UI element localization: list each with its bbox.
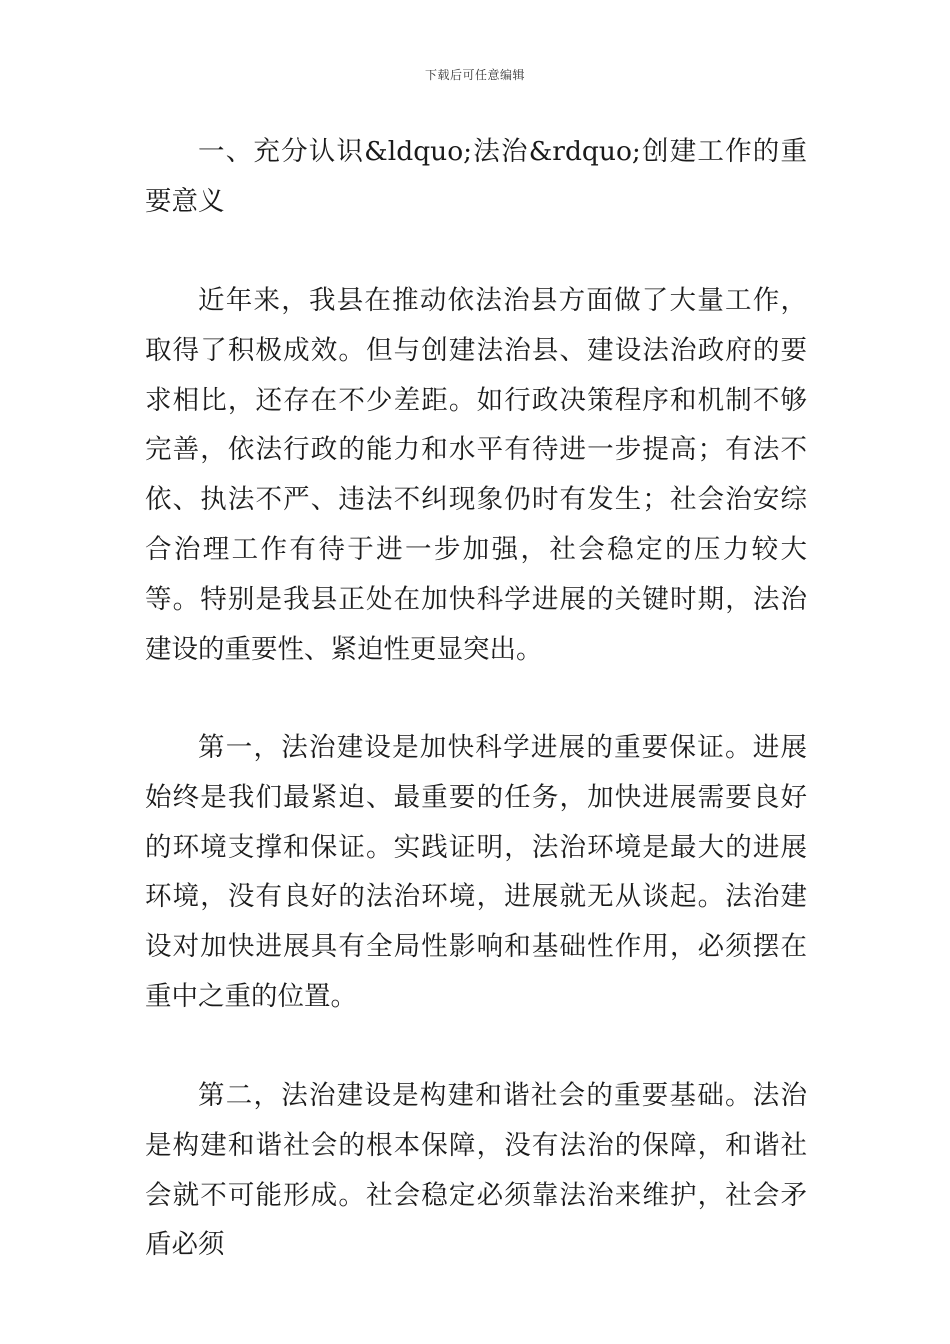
header-note: 下载后可任意编辑: [424, 68, 525, 82]
paragraph-block-3: [145, 1071, 807, 1270]
section-heading-block: [145, 127, 807, 227]
section-heading: 一、充分认识&ldquo;法治&rdquo;创建工作的重要意义: [145, 136, 807, 217]
paragraph-block-1: [145, 276, 807, 674]
paragraph: 第一，法治建设是加快科学进展的重要保证。进展始终是我们最紧迫、最重要的任务，加快进展需要良好的环境支撑和保证。实践证明，法治环境是最大的进展环境，没有良好的法治环境，进展就无从谈起。法治建设对加快进展具有全局性影响和基础性作用，必须摆在重中之重的位置。: [145, 732, 807, 1012]
paragraph-block-2: [145, 723, 807, 1022]
paragraph: 第二，法治建设是构建和谐社会的重要基础。法治是构建和谐社会的根本保障，没有法治的保障，和谐社会就不可能形成。社会稳定必须靠法治来维护，社会矛盾必须: [145, 1080, 807, 1261]
paragraph: 近年来，我县在推动依法治县方面做了大量工作，取得了积极成效。但与创建法治县、建设法治政府的要求相比，还存在不少差距。如行政决策程序和机制不够完善，依法行政的能力和水平有待进一步提高；有法不依、执法不严、违法不纠现象仍时有发生；社会治安综合治理工作有待于进一步加强，社会稳定的压力较大等。特别是我县正处在加快科学进展的关键时期，法治建设的重要性、紧迫性更显突出。: [145, 285, 807, 665]
